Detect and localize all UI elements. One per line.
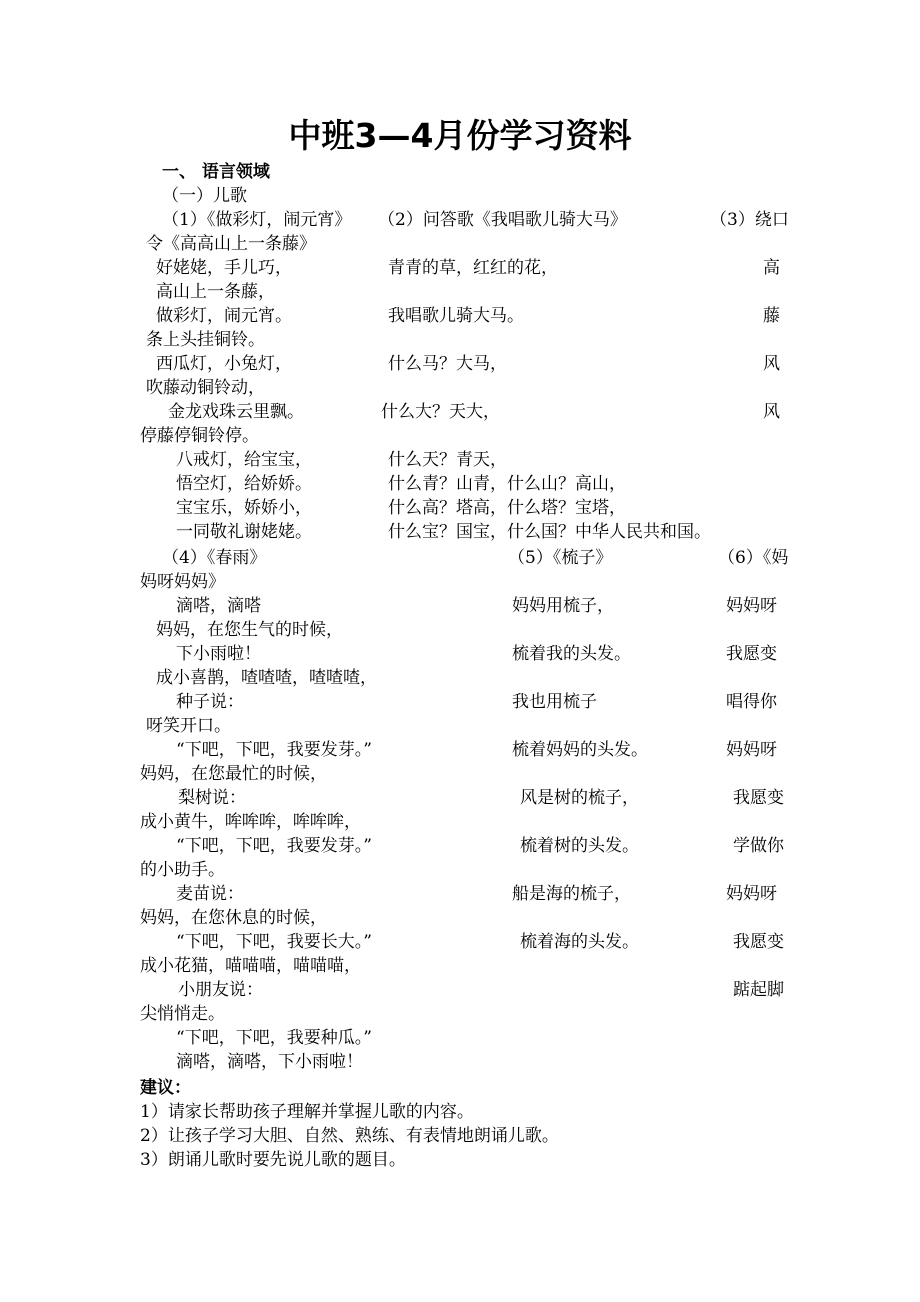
poem-title-5: （5）《梳子》: [508, 548, 613, 568]
poem4-line: “下吧，下吧，我要种瓜。”: [176, 1028, 372, 1048]
poem5-line: 梳着我的头发。: [512, 644, 631, 664]
suggestion-item: 3）朗诵儿歌时要先说儿歌的题目。: [140, 1150, 406, 1170]
poem1-line: 金龙戏珠云里飘。: [168, 402, 304, 422]
poem5-line: 梳着妈妈的头发。: [512, 740, 648, 760]
poem2-line: 什么天？青天，: [388, 450, 507, 470]
poem4-line: 麦苗说：: [176, 884, 244, 904]
poem1-line: 西瓜灯，小兔灯，: [156, 354, 292, 374]
poem-title-6-part1: （6）《妈: [718, 548, 789, 568]
poem6-line-start: 妈妈呀: [726, 596, 777, 616]
poem4-line: 下小雨啦！: [176, 644, 261, 664]
poem3-line-wrap: 条上头挂铜铃。: [146, 330, 265, 350]
poem3-line-start: 高: [763, 258, 780, 278]
poem6-line-start: 唱得你: [726, 692, 777, 712]
poem-title-1: （1）《做彩灯，闹元宵》: [162, 210, 352, 230]
poem-title-4: （4）《春雨》: [162, 548, 267, 568]
poem2-line: 青青的草，红红的花，: [388, 258, 558, 278]
poem3-line-wrap: 吹藤动铜铃动，: [146, 378, 265, 398]
poem6-line-start: 妈妈呀: [726, 884, 777, 904]
poem6-line-wrap: 的小助手。: [140, 860, 225, 880]
poem3-line-start: 风: [763, 354, 780, 374]
poem5-line: 我也用梳子: [512, 692, 597, 712]
poem-title-2: （2）问答歌《我唱歌儿骑大马》: [378, 210, 627, 230]
poem6-line-start: 学做你: [733, 836, 784, 856]
section-heading-language: 一、 语言领域: [162, 162, 270, 182]
poem6-line-wrap: 呀笑开口。: [146, 716, 231, 736]
subsection-heading-nursery-rhymes: （一）儿歌: [162, 186, 247, 206]
poem6-line-wrap: 妈妈，在您休息的时候，: [140, 908, 327, 928]
poem6-line-wrap: 成小黄牛，哞哞哞，哞哞哞，: [140, 812, 361, 832]
poem6-line-start: 我愿变: [726, 644, 777, 664]
poem1-line: 一同敬礼谢姥姥。: [176, 522, 312, 542]
poem-title-6-part2: 妈呀妈妈》: [140, 572, 225, 592]
poem2-line: 什么高？塔高，什么塔？宝塔，: [388, 498, 626, 518]
suggestion-item: 1）请家长帮助孩子理解并掌握儿歌的内容。: [140, 1102, 474, 1122]
poem2-line: 什么大？天大，: [381, 402, 500, 422]
poem6-line-wrap: 成小花猫，喵喵喵，喵喵喵，: [140, 956, 361, 976]
poem4-line: 滴嗒，滴嗒，下小雨啦！: [176, 1052, 363, 1072]
poem4-line: 小朋友说：: [178, 980, 263, 1000]
poem6-line-start: 踮起脚: [733, 980, 784, 1000]
poem1-line: 好姥姥，手儿巧，: [156, 258, 292, 278]
poem6-line-wrap: 妈妈，在您生气的时候，: [156, 620, 343, 640]
poem1-line: 宝宝乐，娇娇小，: [176, 498, 312, 518]
poem3-line-wrap: 高山上一条藤，: [156, 282, 275, 302]
poem4-line: “下吧，下吧，我要长大。”: [176, 932, 372, 952]
poem4-line: 滴嗒，滴嗒: [176, 596, 261, 616]
suggestion-item: 2）让孩子学习大胆、自然、熟练、有表情地朗诵儿歌。: [140, 1126, 559, 1146]
poem6-line-start: 我愿变: [733, 932, 784, 952]
poem1-line: 悟空灯，给娇娇。: [176, 474, 312, 494]
poem2-line: 我唱歌儿骑大马。: [388, 306, 524, 326]
poem6-line-wrap: 尖悄悄走。: [140, 1004, 225, 1024]
poem5-line: 风是树的梳子，: [520, 788, 639, 808]
poem3-line-start: 藤: [763, 306, 780, 326]
poem4-line: “下吧，下吧，我要发芽。”: [176, 836, 372, 856]
poem1-line: 八戒灯，给宝宝，: [176, 450, 312, 470]
poem6-line-wrap: 成小喜鹊，喳喳喳，喳喳喳，: [156, 668, 377, 688]
poem1-line: 做彩灯，闹元宵。: [156, 306, 292, 326]
poem3-line-wrap: 停藤停铜铃停。: [140, 426, 259, 446]
poem2-line: 什么青？山青，什么山？高山，: [388, 474, 626, 494]
poem5-line: 妈妈用梳子，: [512, 596, 614, 616]
page-title: 中班3—4月份学习资料: [288, 116, 632, 155]
poem2-line: 什么马？大马，: [388, 354, 507, 374]
poem-title-3-part1: （3）绕口: [710, 210, 789, 230]
suggestions-heading: 建议：: [140, 1078, 191, 1098]
poem6-line-start: 我愿变: [733, 788, 784, 808]
poem2-line: 什么宝？国宝，什么国？中华人民共和国。: [388, 522, 711, 542]
poem-title-3-part2: 令《高高山上一条藤》: [146, 234, 316, 254]
poem5-line: 梳着海的头发。: [520, 932, 639, 952]
poem6-line-start: 妈妈呀: [726, 740, 777, 760]
poem4-line: “下吧，下吧，我要发芽。”: [176, 740, 372, 760]
poem4-line: 种子说：: [176, 692, 244, 712]
poem4-line: 梨树说：: [178, 788, 246, 808]
poem5-line: 船是海的梳子，: [512, 884, 631, 904]
poem5-line: 梳着树的头发。: [520, 836, 639, 856]
poem3-line-start: 风: [763, 402, 780, 422]
poem6-line-wrap: 妈妈，在您最忙的时候，: [140, 764, 327, 784]
